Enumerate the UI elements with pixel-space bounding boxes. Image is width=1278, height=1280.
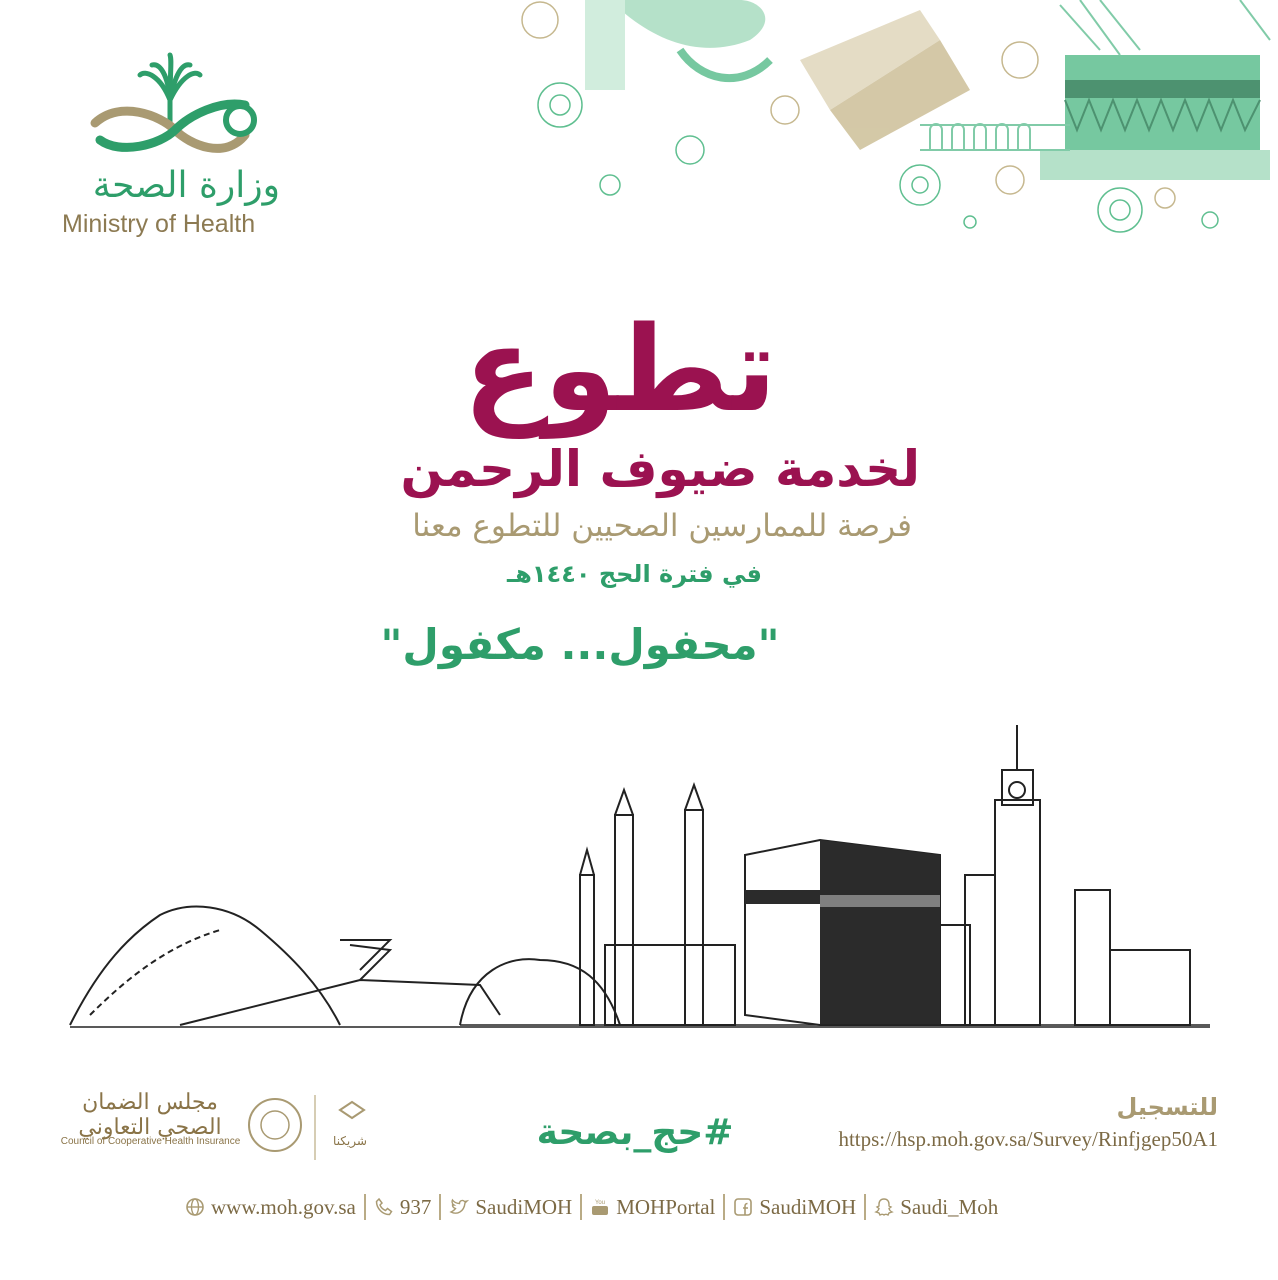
phone-link[interactable]	[374, 1195, 432, 1220]
slogan: "محفول... مكفول"	[380, 620, 780, 669]
logo-arabic-name: وزارة الصحة	[92, 165, 280, 206]
youtube-text: MOHPortal	[616, 1194, 716, 1219]
headline-subtitle: لخدمة ضيوف الرحمن	[400, 440, 920, 498]
phone-icon	[374, 1197, 394, 1217]
divider	[864, 1194, 866, 1220]
globe-icon	[185, 1197, 205, 1217]
divider	[439, 1194, 441, 1220]
headline-title: تطوع	[463, 300, 777, 438]
youtube-link[interactable]	[590, 1195, 715, 1220]
divider	[723, 1194, 725, 1220]
logo-english-name: Ministry of Health	[62, 210, 256, 238]
registration-label: للتسجيل	[1116, 1093, 1218, 1121]
snapchat-icon	[874, 1197, 894, 1217]
facebook-icon	[733, 1197, 753, 1217]
twitter-link[interactable]	[449, 1195, 572, 1220]
council-english-name: Council of Cooperative Health Insurance	[60, 1136, 241, 1147]
website-link[interactable]	[185, 1195, 356, 1220]
makkah-skyline-illustration	[60, 715, 1220, 1045]
decorative-header-art	[500, 0, 1278, 250]
headline-tagline: فرصة للممارسين الصحيين للتطوع معنا	[412, 508, 912, 544]
youtube-icon	[590, 1197, 610, 1217]
snapchat-link[interactable]	[874, 1195, 998, 1220]
svg-text:You: You	[595, 1200, 606, 1206]
twitter-icon	[449, 1197, 469, 1217]
facebook-link[interactable]	[733, 1195, 856, 1220]
hashtag: #حج_بصحة	[536, 1112, 734, 1153]
partner-label: شريكنا	[333, 1134, 367, 1148]
hajj-period: في فترة الحج ١٤٤٠هـ	[507, 560, 762, 588]
twitter-text: SaudiMOH	[475, 1194, 573, 1219]
divider	[364, 1194, 366, 1220]
registration-link[interactable]: https://hsp.moh.gov.sa/Survey/Rinfjgep50A1	[838, 1127, 1218, 1151]
snapchat-text: Saudi_Moh	[900, 1194, 999, 1219]
website-text: www.moh.gov.sa	[211, 1194, 356, 1219]
council-arabic-name: مجلس الضمان الصحي التعاوني	[78, 1090, 222, 1140]
facebook-text: SaudiMOH	[759, 1194, 857, 1219]
phone-text: 937	[399, 1194, 432, 1219]
divider	[580, 1194, 582, 1220]
social-links-bar	[185, 1190, 1115, 1224]
